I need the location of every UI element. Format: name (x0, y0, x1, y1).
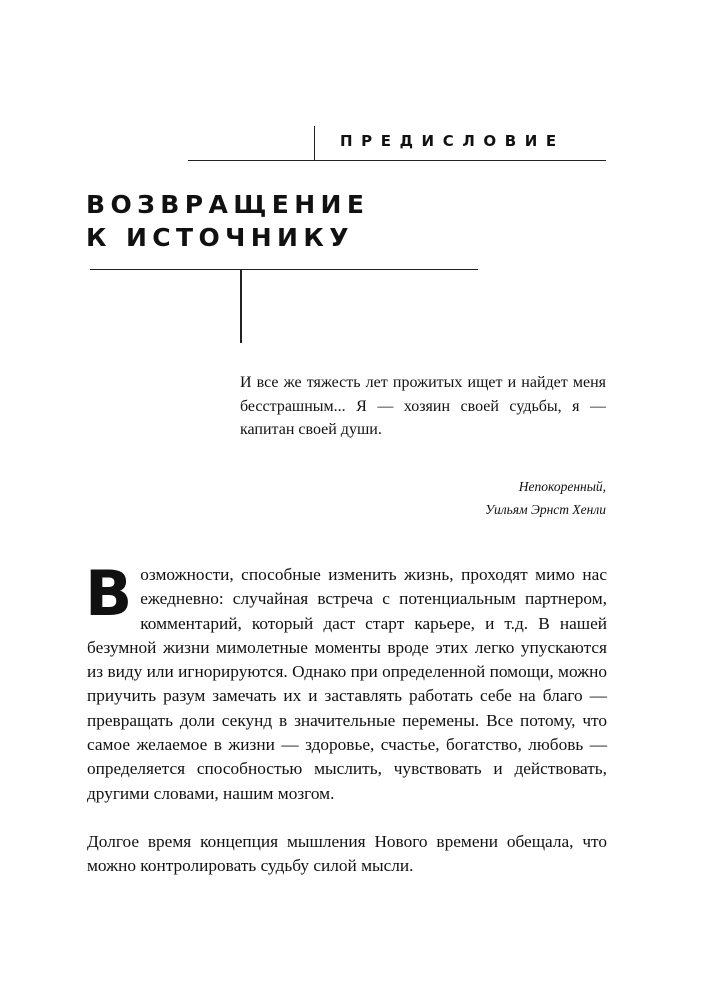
chapter-title-line-1: ВОЗВРАЩЕНИЕ (86, 190, 370, 219)
title-vertical-rule (240, 269, 242, 343)
chapter-title (86, 188, 369, 254)
chapter-title-line-2: К ИСТОЧНИКУ (86, 223, 354, 252)
drop-cap: В (85, 557, 133, 630)
body-paragraph-2: Долгое время концепция мышления Нового времени обещала, что можно контролировать судьбу силой мысли. (87, 831, 607, 876)
epigraph-source: Непокоренный, (518, 479, 606, 494)
title-horizontal-rule (90, 269, 478, 270)
body-paragraph-1 (85, 557, 607, 806)
epigraph-attribution (485, 475, 606, 521)
body-text (85, 557, 607, 879)
epigraph-text: И все же тяжесть лет прожитых ищет и найдет меня бесстрашным... Я — хозяин своей судьбы, я — капитан своей души. (240, 374, 606, 438)
header-vertical-rule (314, 126, 315, 160)
epigraph-author: Уильям Эрнст Хенли (485, 502, 606, 517)
section-label: ПРЕДИСЛОВИЕ (340, 132, 565, 150)
header-horizontal-rule (188, 160, 606, 161)
epigraph (240, 371, 606, 442)
body-paragraph-1-text: озможности, способные изменить жизнь, проходят мимо нас ежедневно: случайная встреча с потенциальным партнером, комментарий, который даст старт карьере, и т.д. В нашей безумной жизни мимолетные моменты вроде этих легко упускаются из виду или игнорируются. Однако при определенной помощи, можно приучить разум замечать их и заставлять работать себе на благо — превращать доли секунд в значительные перемены. Все потому, что самое желаемое в жизни — здоровье, счастье, богатство, любовь — определяется способностью мыслить, чувствовать и действовать, другими словами, нашим мозгом. (87, 565, 607, 803)
